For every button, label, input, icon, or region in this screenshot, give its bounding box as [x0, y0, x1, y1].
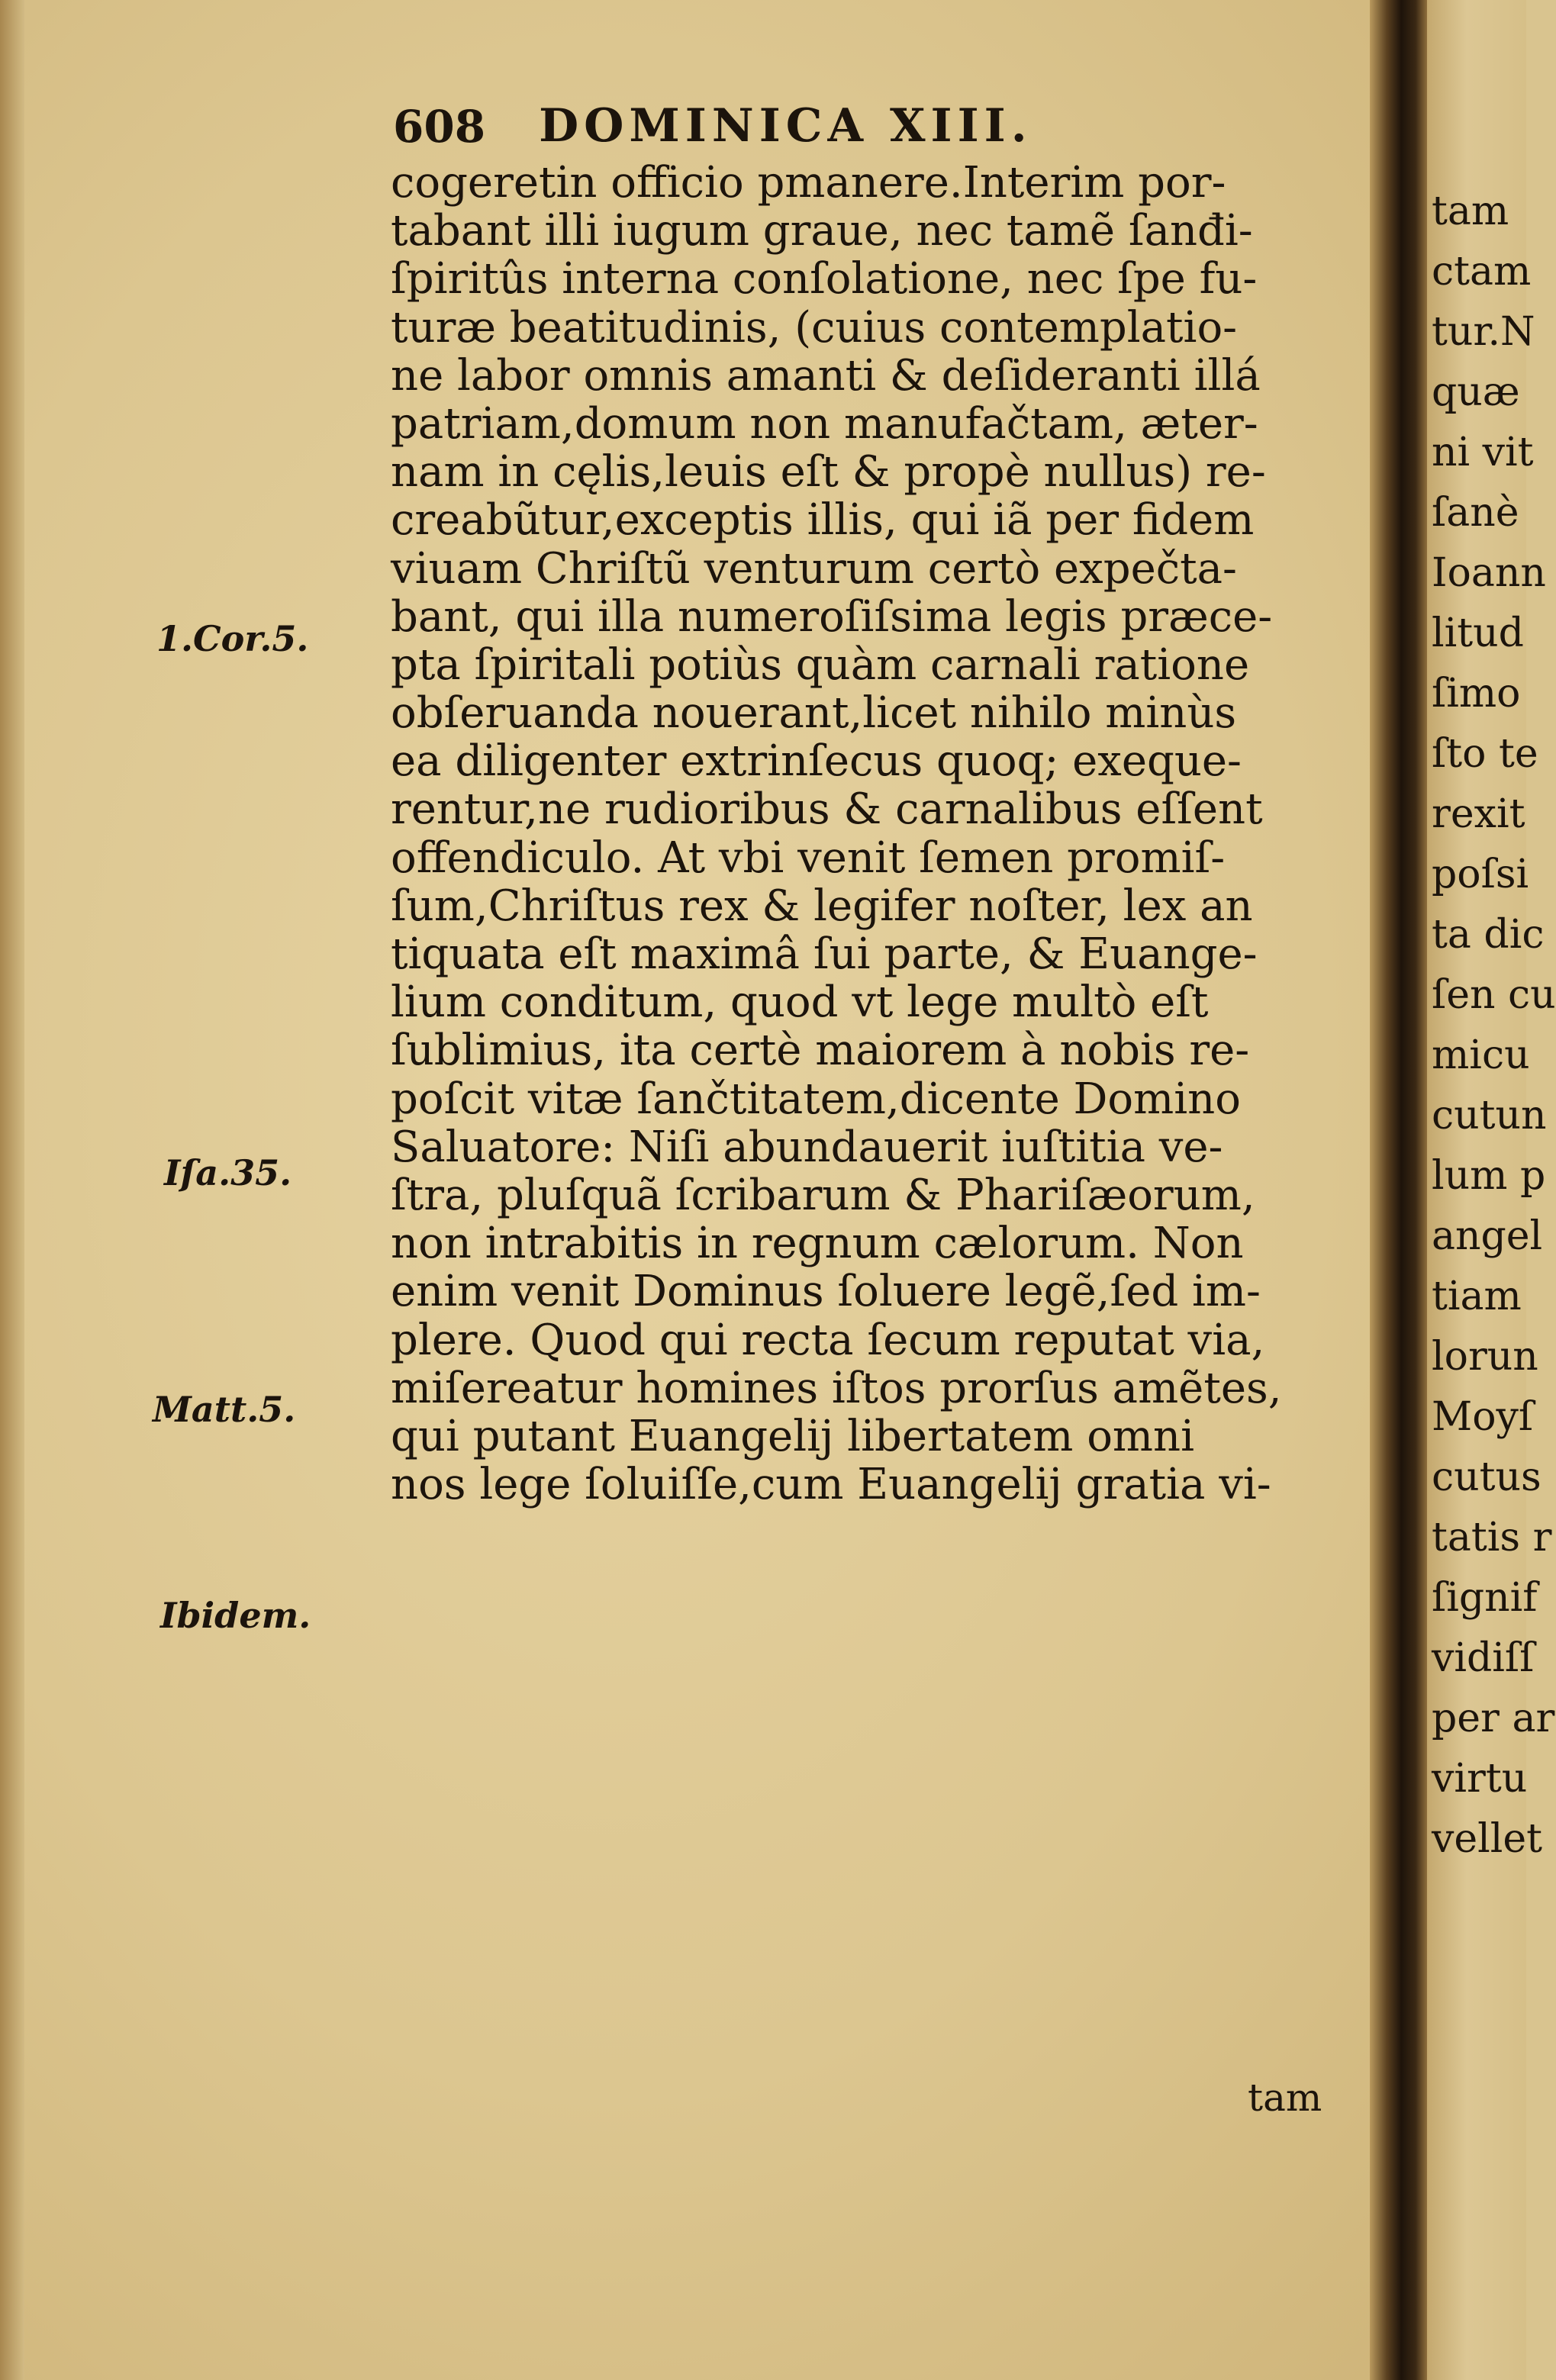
facing-page: [1427, 0, 1556, 2380]
facing-line: Moyſ: [1432, 1394, 1534, 1440]
text-line: tabant illi iugum graue, nec tamẽ ſanđi-: [391, 206, 1253, 256]
text-line: patriam,domum non manufačtam, æter-: [391, 398, 1258, 449]
text-line: ſpiritûs interna conſolatione, nec ſpe fu-: [391, 254, 1258, 304]
marginal-note: Ibidem.: [160, 1595, 311, 1636]
text-line: non intrabitis in regnum cælorum. Non: [391, 1219, 1244, 1269]
text-line: plere. Quod qui recta ſecum reputat via,: [391, 1315, 1265, 1365]
page-title: DOMINICA XIII.: [539, 99, 1033, 153]
facing-line: ſanè: [1432, 490, 1519, 536]
facing-line: lum p: [1432, 1153, 1546, 1199]
facing-line: micu: [1432, 1032, 1530, 1078]
marginal-note: Matt.5.: [153, 1389, 296, 1430]
text-line: ne labor omnis amanti & deſideranti illá: [391, 350, 1261, 401]
text-line: turæ beatitudinis, (cuius contemplatio-: [391, 302, 1238, 353]
facing-line: tatis r: [1432, 1515, 1552, 1560]
body-text: [391, 159, 1364, 1509]
text-line: bant, qui illa numeroſiſsima legis præce-: [391, 591, 1273, 642]
page-number: 608: [393, 101, 486, 153]
facing-line: ta dic: [1432, 912, 1545, 958]
text-line: enim venit Dominus ſoluere legẽ,ſed im-: [391, 1267, 1261, 1317]
text-line: nos lege ſoluiſſe,cum Euangelij gratia vi-: [391, 1460, 1271, 1510]
facing-line: angel: [1432, 1213, 1543, 1259]
text-line: ſtra, pluſquã ſcribarum & Phariſæorum,: [391, 1170, 1255, 1220]
book-gutter: [1370, 0, 1427, 2380]
text-line: pta ſpiritali potiùs quàm carnali ratione: [391, 639, 1250, 690]
facing-line: per ar: [1432, 1696, 1555, 1741]
text-line: offendiculo. At vbi venit ſemen promiſ-: [391, 833, 1226, 883]
text-line: poſcit vitæ ſančtitatem,dicente Domino: [391, 1074, 1241, 1124]
facing-line: cutus: [1432, 1454, 1542, 1500]
text-line: cogeretin officio pmanere.Interim por-: [391, 158, 1226, 208]
text-line: nam in cęlis,leuis eſt & propè nullus) re-: [391, 447, 1266, 498]
text-line: rentur,ne rudioribus & carnalibus eſſent: [391, 784, 1263, 835]
facing-line: cutun: [1432, 1093, 1547, 1138]
text-line: ſublimius, ita certè maiorem à nobis re-: [391, 1026, 1250, 1076]
facing-line: tiam: [1432, 1274, 1522, 1319]
facing-page-text: [1427, 182, 1556, 1870]
facing-line: Ioann: [1432, 550, 1546, 596]
facing-line: litud: [1432, 610, 1524, 656]
facing-line: ſen cu: [1432, 972, 1556, 1018]
marginal-note: 1.Cor.5.: [156, 618, 309, 659]
facing-line: vidiſſ: [1432, 1635, 1535, 1681]
text-line: obſeruanda nouerant,licet nihilo minùs: [391, 688, 1237, 739]
marginal-note: Iſa.35.: [164, 1152, 292, 1193]
facing-line: ſimo: [1432, 671, 1521, 717]
facing-line: quæ: [1432, 369, 1520, 415]
text-line: miſereatur homines iſtos prorſus amẽtes,: [391, 1363, 1282, 1413]
facing-line: vellet: [1432, 1816, 1543, 1862]
text-line: ſum,Chriſtus rex & legifer noſter, lex an: [391, 881, 1253, 931]
text-line: ea diligenter extrinſecus quoq; exeque-: [391, 736, 1242, 787]
text-line: viuam Chriſtũ venturum certò expečta-: [391, 543, 1237, 594]
facing-line: lorun: [1432, 1334, 1538, 1380]
facing-line: ſto te: [1432, 731, 1538, 777]
running-head: [393, 84, 1271, 153]
text-line: tiquata eſt maximâ ſui parte, & Euange-: [391, 929, 1258, 979]
text-line: lium conditum, quod vt lege multò eſt: [391, 977, 1209, 1028]
facing-line: ni vit: [1432, 430, 1534, 475]
facing-line: ſignif: [1432, 1575, 1538, 1621]
text-line: creabũtur,exceptis illis, qui iã per fidem: [391, 495, 1255, 546]
facing-line: tam: [1432, 188, 1509, 234]
facing-line: poſsi: [1432, 852, 1529, 897]
facing-line: ctam: [1432, 249, 1532, 295]
facing-line: virtu: [1432, 1756, 1528, 1802]
text-line: Saluatore: Niſi abundauerit iuſtitia ve-: [391, 1122, 1223, 1172]
facing-line: tur.N: [1432, 309, 1535, 355]
page-edge: [0, 0, 24, 2380]
catchword: tam: [1248, 2076, 1322, 2120]
text-line: qui putant Euangelij libertatem omni: [391, 1411, 1194, 1461]
facing-line: rexit: [1432, 791, 1525, 837]
